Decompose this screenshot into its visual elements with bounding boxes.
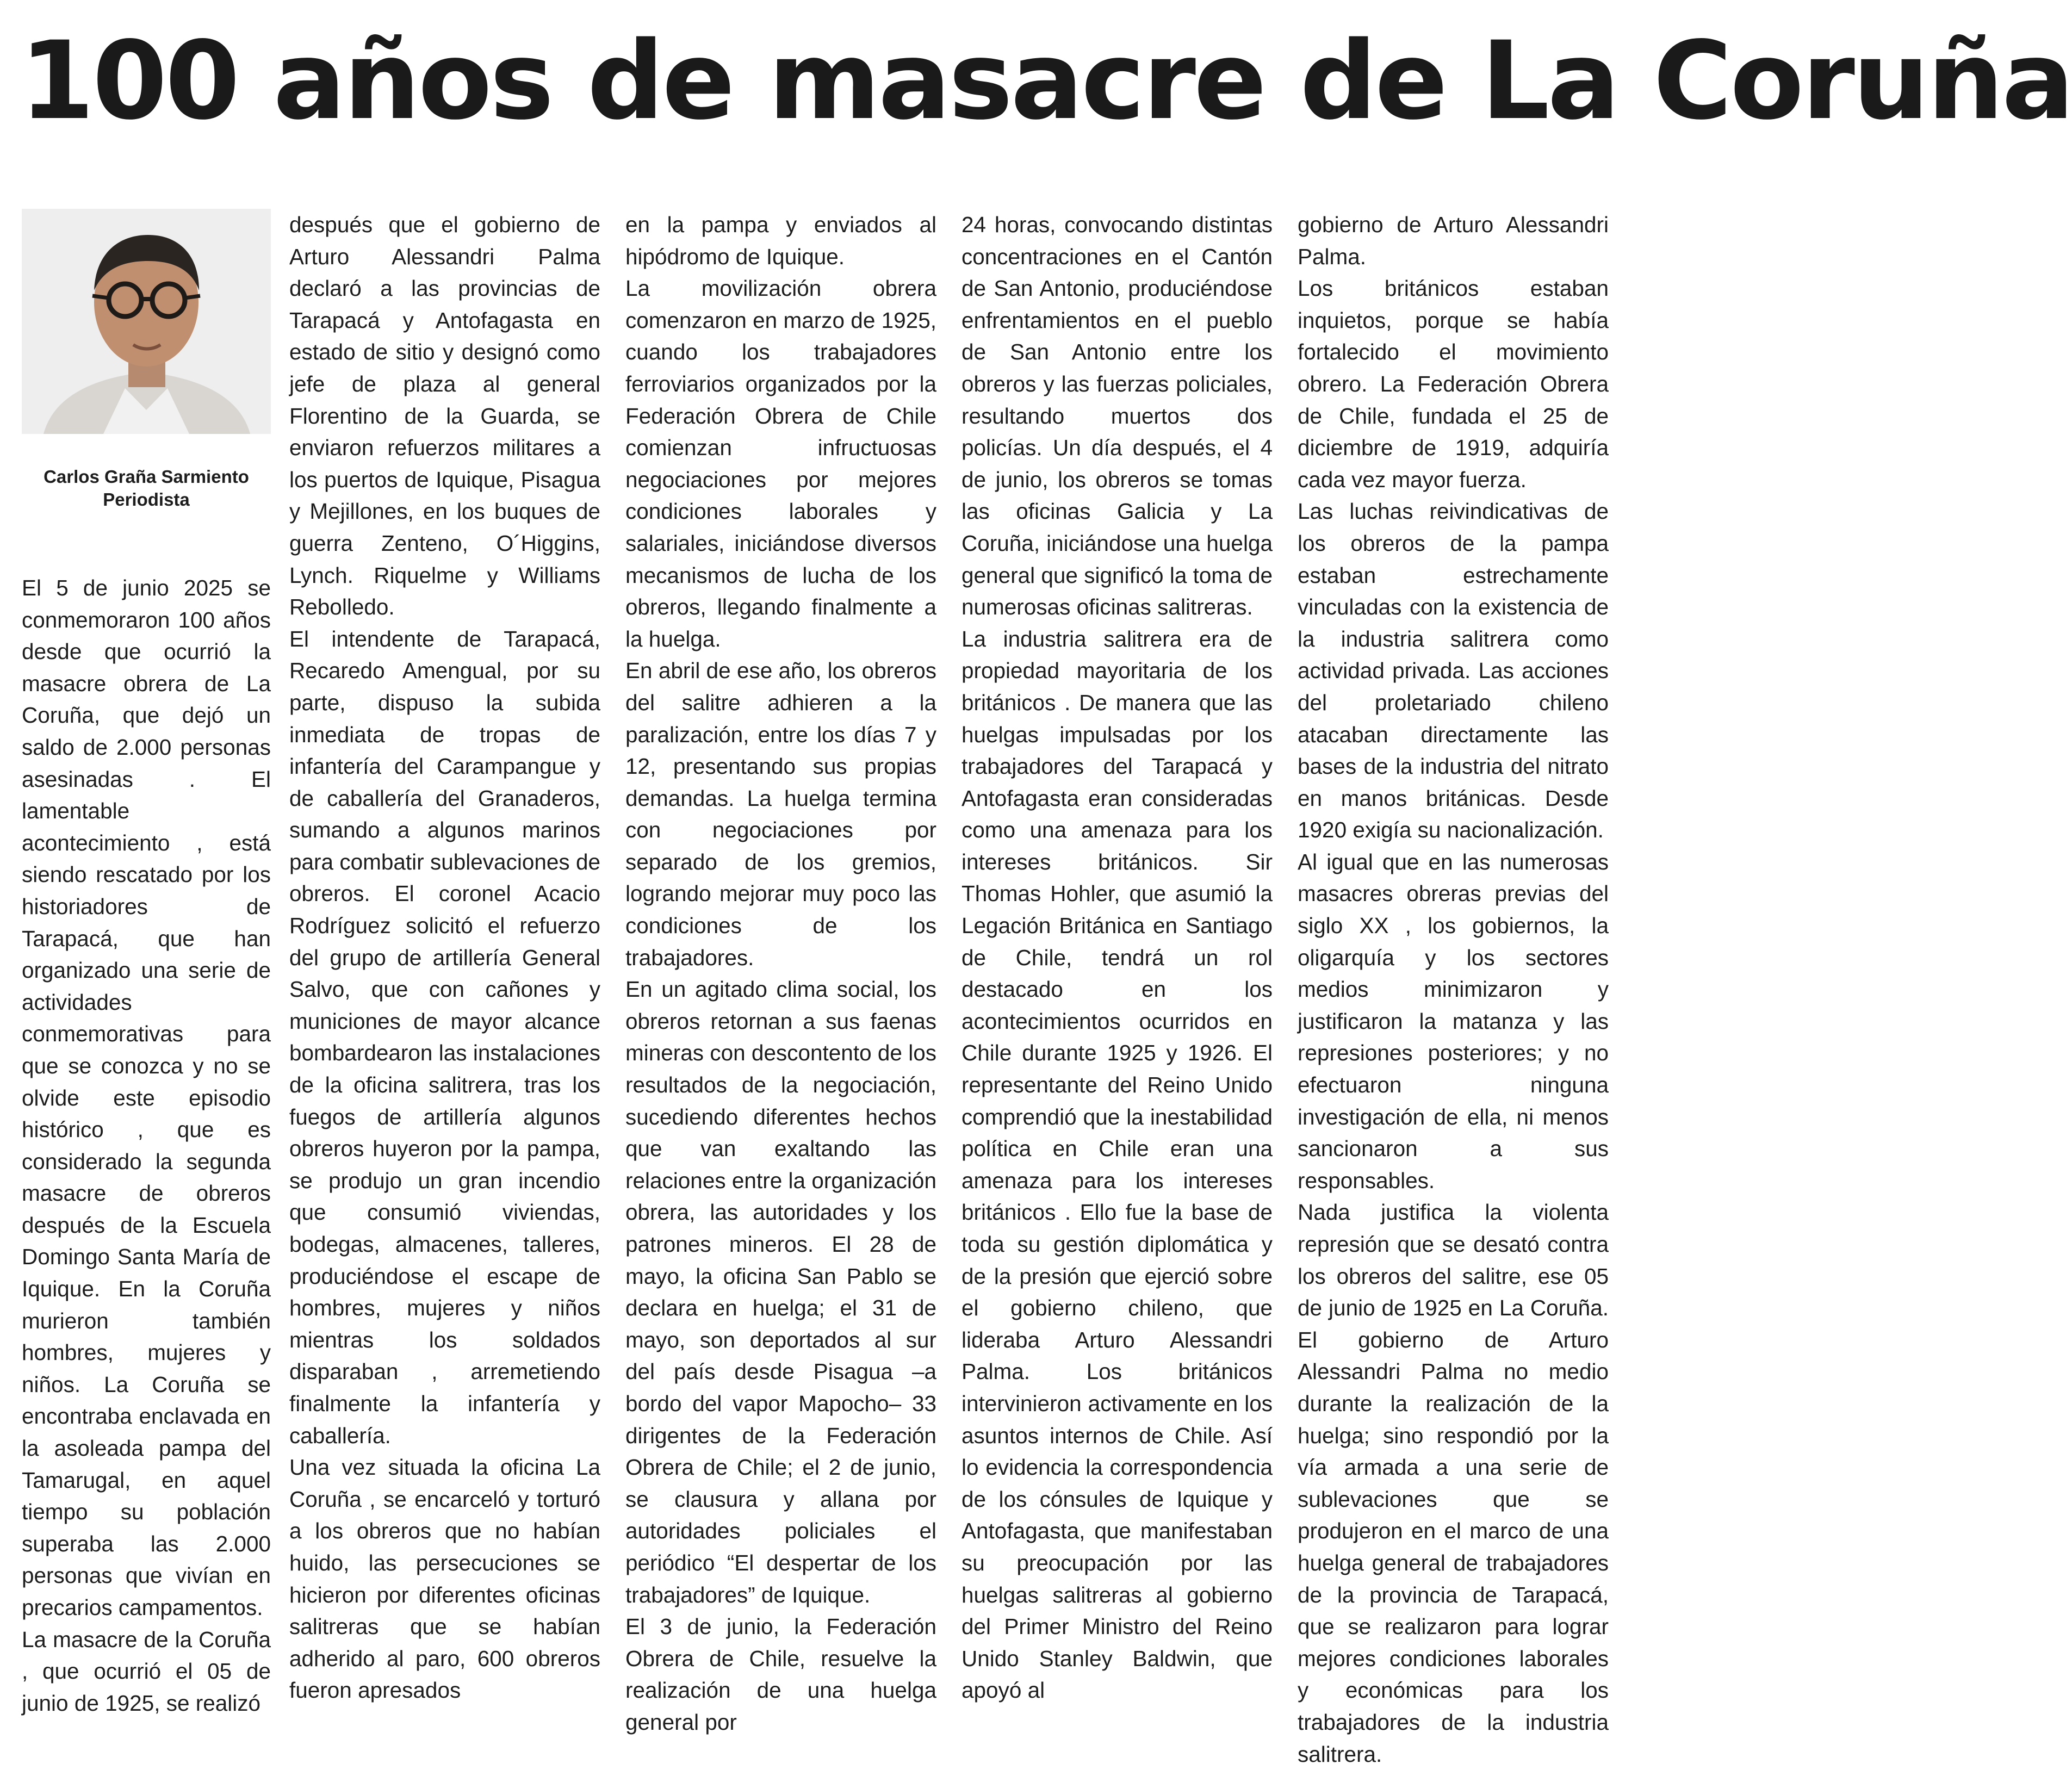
- paragraph: después que el gobierno de Arturo Alessandri Palma declaró a las provincias de Tarapacá y Antofagasta en estado de sitio y designó como jefe de plaza al general Florentino de la Guarda, se enviaron refuerzos militares a los puertos de Iquique, Pisagua y Mejillones, en los buques de guerra Zenteno, O´Higgins, Lynch. Riquelme y Williams Rebolledo.: [289, 212, 600, 620]
- article-column-2: [289, 209, 600, 1706]
- paragraph: La masacre de la Coruña , que ocurrió el 05 de junio de 1925, se realizó: [22, 1626, 271, 1716]
- author-photo: [22, 209, 271, 434]
- article-column-3: [625, 209, 936, 1738]
- article-column-4: [961, 209, 1273, 1706]
- paragraph: La movilización obrera comenzaron en marzo de 1925, cuando los trabajadores ferroviarios organizados por la Federación Obrera de Chile comienzan infructuosas negociaciones por mejores condiciones laborales y salariales, iniciándose diversos mecanismos de lucha de los obreros, llegando finalmente a la huelga.: [625, 276, 936, 651]
- paragraph: En abril de ese año, los obreros del salitre adhieren a la paralización, entre los días 7 y 12, presentando sus propias demandas. La huelga termina con negociaciones por separado de los gremios, logrando mejorar muy poco las condiciones de los trabajadores.: [625, 658, 936, 970]
- article-column-1: [22, 209, 271, 1719]
- paragraph: Una vez situada la oficina La Coruña , se encarceló y torturó a los obreros que no habían huido, las persecuciones se hicieron por diferentes oficinas salitreras que se habían adherido al paro, 600 obreros fueron apresados: [289, 1455, 600, 1703]
- paragraph: El 3 de junio, la Federación Obrera de Chile, resuelve la realización de una huelga general por: [625, 1614, 936, 1735]
- paragraph: Las luchas reivindicativas de los obreros de la pampa estaban estrechamente vinculadas con la existencia de la industria salitrera como actividad privada. Las acciones del proletariado chileno atacaban directamente las bases de la industria del nitrato en manos británicas. Desde 1920 exigía su nacionalización.: [1298, 499, 1609, 843]
- paragraph: Los británicos estaban inquietos, porque se había fortalecido el movimiento obrero. La Federación Obrera de Chile, fundada el 25 de diciembre de 1919, adquiría cada vez mayor fuerza.: [1298, 276, 1609, 492]
- author-portrait-illustration: [22, 209, 271, 434]
- byline: [22, 465, 271, 511]
- headline: 100 años de masacre de La Coruña: [20, 18, 2072, 144]
- paragraph: La industria salitrera era de propiedad mayoritaria de los británicos . De manera que las huelgas impulsadas por los trabajadores del Tarapacá y Antofagasta eran consideradas como una amenaza para los intereses británicos. Sir Thomas Hohler, que asumió la Legación Británica en Santiago de Chile, tendrá un rol destacado en los acontecimientos ocurridos en Chile durante 1925 y 1926. El representante del Reino Unido comprendió que la inestabilidad política en Chile eran una amenaza para los intereses británicos . Ello fue la base de toda su gestión diplomática y de la presión que ejerció sobre el gobierno chileno, que lideraba Arturo Alessandri Palma. Los británicos intervinieron activamente en los asuntos internos de Chile. Así lo evidencia la correspondencia de los cónsules de Iquique y Antofagasta, que manifestaban su preocupación por las huelgas salitreras al gobierno del Primer Ministro del Reino Unido Stanley Baldwin, que apoyó al: [961, 626, 1273, 1703]
- paragraph: 24 horas, convocando distintas concentraciones en el Cantón de San Antonio, produciéndose enfrentamientos en el pueblo de San Antonio entre los obreros y las fuerzas policiales, resultando muertos dos policías. Un día después, el 4 de junio, los obreros se tomas las oficinas Galicia y La Coruña, iniciándose una huelga general que significó la toma de numerosas oficinas salitreras.: [961, 212, 1273, 620]
- paragraph: En un agitado clima social, los obreros retornan a sus faenas mineras con descontento de los resultados de la negociación, sucediendo diferentes hechos que van exaltando las relaciones entre la organización obrera, las autoridades y los patrones mineros. El 28 de mayo, la oficina San Pablo se declara en huelga; el 31 de mayo, son deportados al sur del país desde Pisagua –a bordo del vapor Mapocho– 33 dirigentes de la Federación Obrera de Chile; el 2 de junio, se clausura y allana por autoridades policiales el periódico “El despertar de los trabajadores” de Iquique.: [625, 977, 936, 1607]
- paragraph: El intendente de Tarapacá, Recaredo Amengual, por su parte, dispuso la subida inmediata de tropas de infantería del Carampangue y de caballería del Granaderos, sumando a algunos marinos para combatir sublevaciones de obreros. El coronel Acacio Rodríguez solicitó el refuerzo del grupo de artillería General Salvo, que con cañones y municiones de mayor alcance bombardearon las instalaciones de la oficina salitrera, tras los fuegos de artillería algunos obreros huyeron por la pampa, se produjo un gran incendio que consumió viviendas, bodegas, almacenes, talleres, produciéndose el escape de hombres, mujeres y niños mientras los soldados disparaban , arremetiendo finalmente la infantería y caballería.: [289, 626, 600, 1448]
- author-role: Periodista: [103, 489, 190, 510]
- paragraph: gobierno de Arturo Alessandri Palma.: [1298, 212, 1609, 269]
- paragraph: Nada justifica la violenta represión que se desató contra los obreros del salitre, ese 05 de junio de 1925 en La Coruña. El gobierno de Arturo Alessandri Palma no medio durante la realización de la huelga; sino respondió por la vía armada a una serie de sublevaciones que se produjeron en el marco de una huelga general de trabajadores de la provincia de Tarapacá, que se realizaron para lograr mejores condiciones laborales y económicas para los trabajadores de la industria salitrera.: [1298, 1200, 1609, 1767]
- paragraph: en la pampa y enviados al hipódromo de Iquique.: [625, 212, 936, 269]
- paragraph: Al igual que en las numerosas masacres obreras previas del siglo XX , los gobiernos, la oligarquía y los sectores medios minimizaron y justificaron la matanza y las represiones posteriores; y no efectuaron ninguna investigación de ella, ni menos sancionaron a sus responsables.: [1298, 849, 1609, 1193]
- author-name: Carlos Graña Sarmiento: [44, 467, 249, 487]
- article-column-5: [1298, 209, 1609, 1770]
- paragraph: El 5 de junio 2025 se conmemoraron 100 años desde que ocurrió la masacre obrera de La Coruña, que dejó un saldo de 2.000 personas asesinadas . El lamentable acontecimiento , está siendo rescatado por los historiadores de Tarapacá, que han organizado una serie de actividades conmemorativas para que se conozca y no se olvide este episodio histórico , que es considerado la segunda masacre de obreros después de la Escuela Domingo Santa María de Iquique. En la Coruña murieron también hombres, mujeres y niños. La Coruña se encontraba enclavada en la asoleada pampa del Tamarugal, en aquel tiempo su población superaba las 2.000 personas que vivían en precarios campamentos.: [22, 575, 271, 1620]
